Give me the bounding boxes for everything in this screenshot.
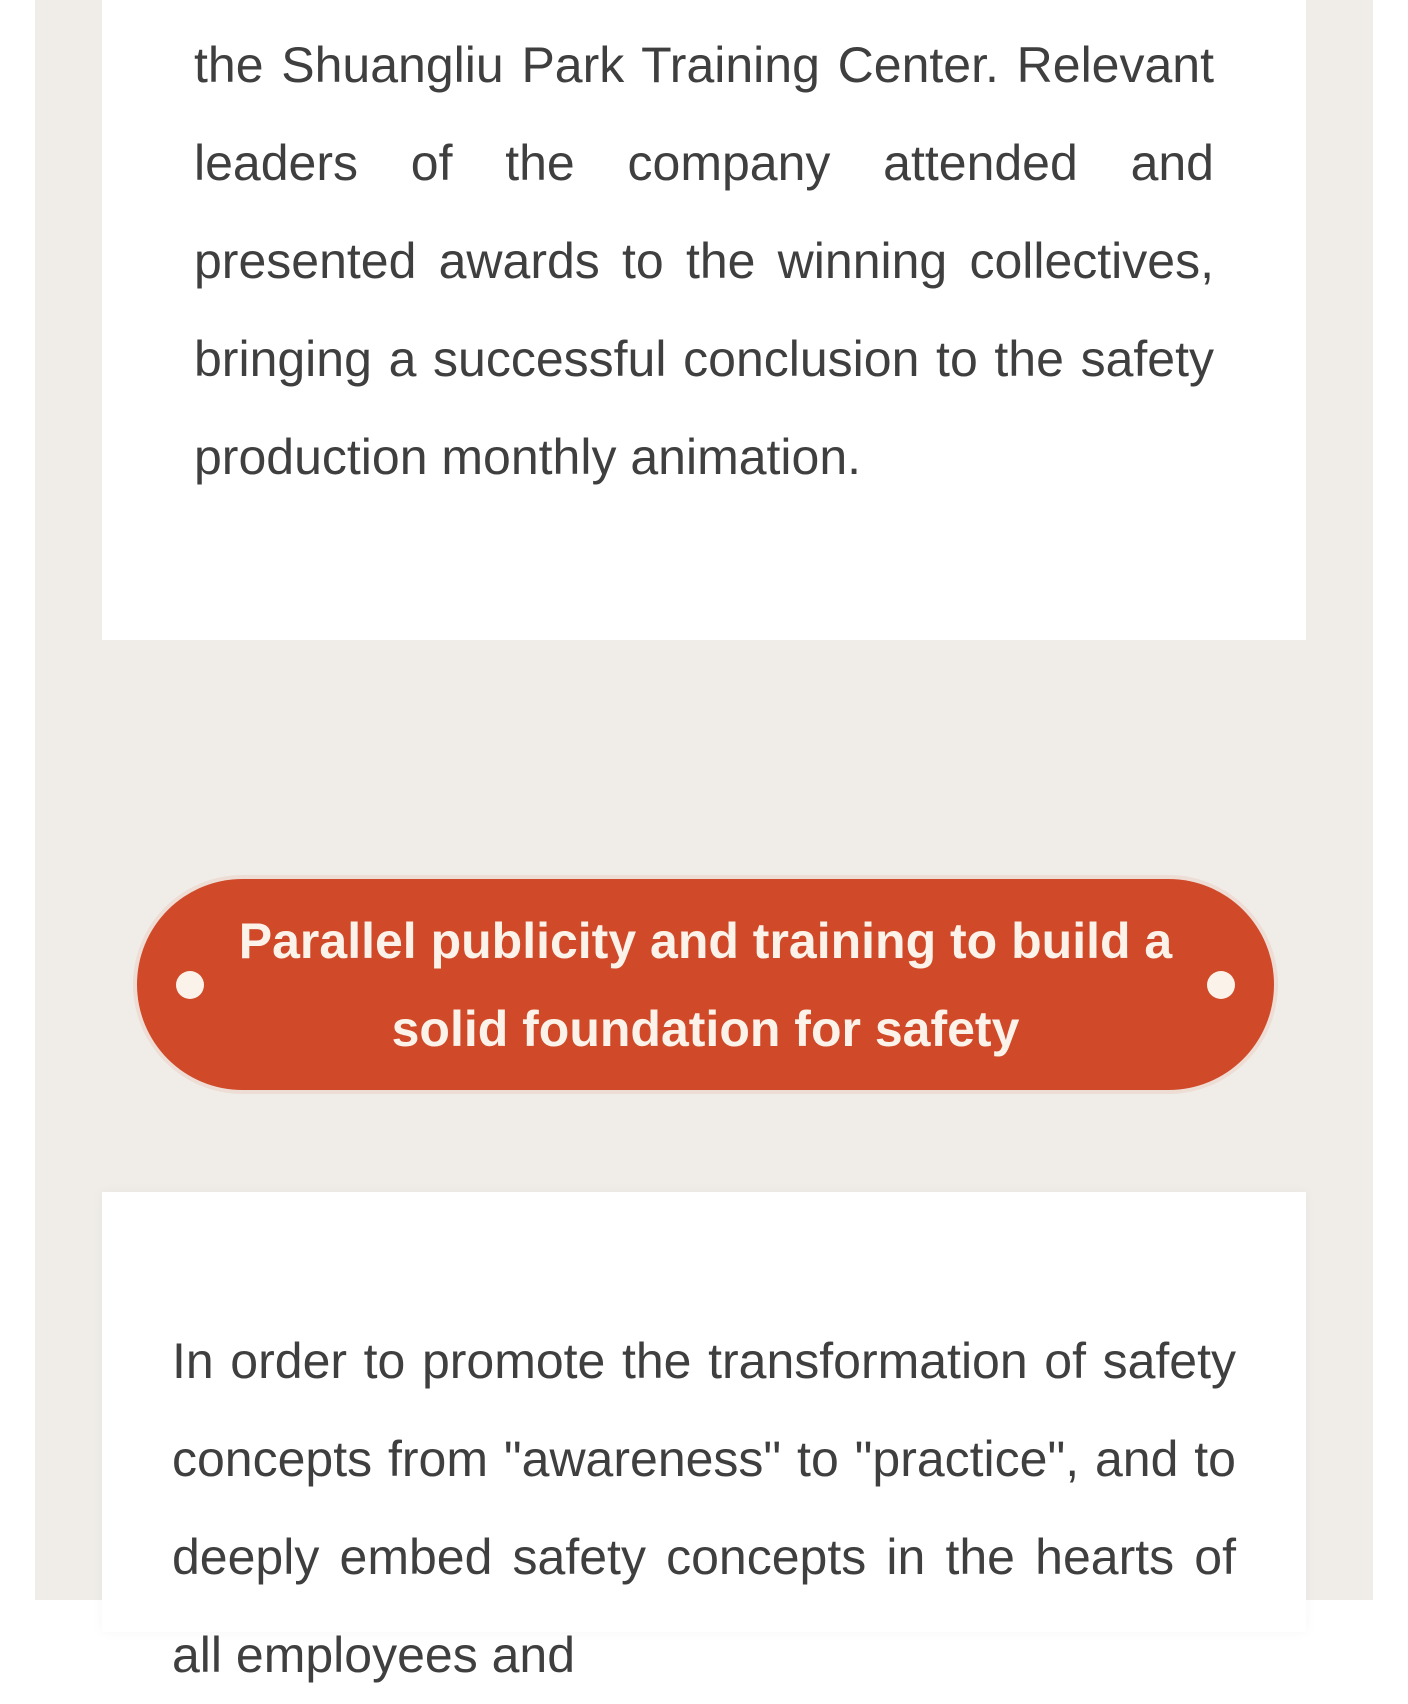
section-heading: Parallel publicity and training to build a solid foundation for safety (238, 912, 1173, 1057)
section-heading-banner (137, 879, 1274, 1090)
intro-paragraph: the Shuangliu Park Training Center. Relevant leaders of the company attended and presented awards to the winning collectives, bringing a successful conclusion to the safety production monthly animation. (194, 37, 1214, 485)
section-paragraph: In order to promote the transformation of safety concepts from "awareness" to "practice", and to deeply embed safety concepts in the hearts of all employees and (172, 1333, 1236, 1683)
bullet-dot-icon (1207, 971, 1235, 999)
bullet-dot-icon (176, 971, 204, 999)
